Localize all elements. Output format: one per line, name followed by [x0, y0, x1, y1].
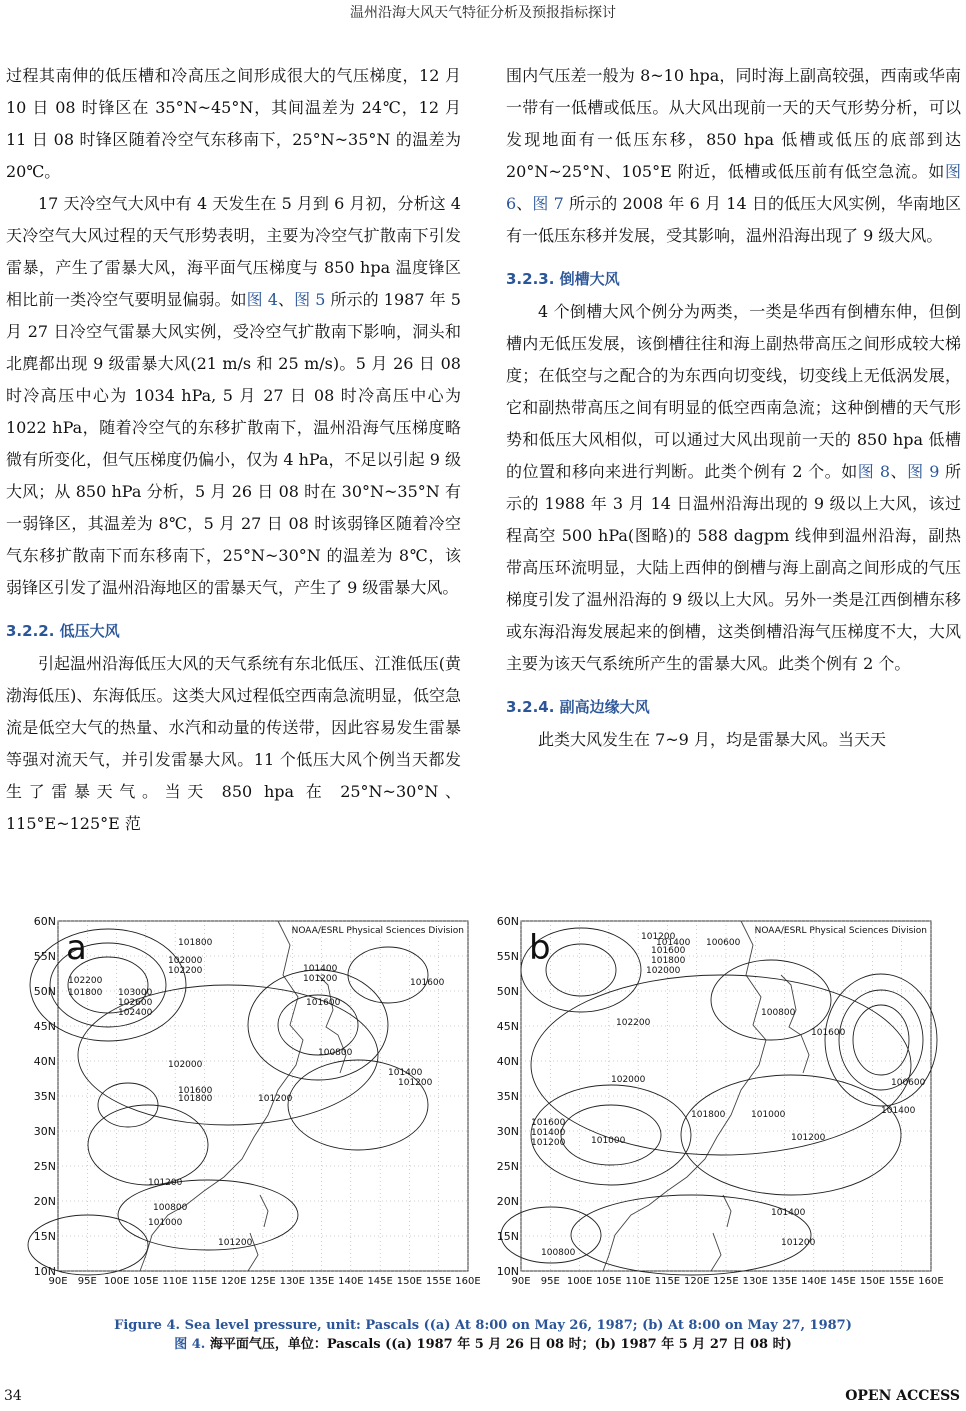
lon-tick-label: 160E [455, 1276, 481, 1287]
lon-tick-label: 90E [511, 1276, 531, 1287]
data-credit: NOAA/ESRL Physical Sciences Division [754, 926, 927, 936]
lon-tick-label: 155E [889, 1276, 915, 1287]
lat-tick-label: 60N [496, 915, 519, 928]
contour-label: 101800 [178, 1094, 213, 1104]
lon-tick-label: 155E [426, 1276, 452, 1287]
lon-tick-label: 115E [654, 1276, 681, 1287]
figure-6-link[interactable]: 图 6 [506, 162, 961, 213]
contour-label: 101600 [651, 946, 686, 956]
lon-tick-label: 140E [338, 1276, 364, 1287]
lon-tick-label: 130E [742, 1276, 768, 1287]
contour-label: 102200 [168, 966, 203, 976]
contour-label: 102000 [168, 956, 203, 966]
lat-tick-label: 20N [496, 1195, 519, 1208]
lat-tick-label: 40N [33, 1055, 56, 1068]
contour-label: 101400 [531, 1128, 566, 1138]
contour-label: 100800 [318, 1048, 353, 1058]
panel-letter: a [66, 928, 87, 968]
contour-label: 101600 [306, 998, 341, 1008]
caption-english: Figure 4. Sea level pressure, unit: Pascals ((a) At 8:00 on May 26, 1987; (b) At 8:00 on May 27, 1987) [114, 1318, 852, 1333]
lat-tick-label: 15N [496, 1230, 519, 1243]
contour-label: 100600 [891, 1078, 926, 1088]
contour-label: 101800 [68, 988, 103, 998]
paragraph: 围内气压差一般为 8~10 hpa，同时海上副高较强，西南或华南一带有一低槽或低压。从大风出现前一天的天气形势分析，可以发现地面有一低压东移，850 hpa 低槽或低压的底部到达 20°N~25°N、105°E 附近，低槽或低压前有低空急流。如图 6、图 7 所示的 2008 年 6 月 14 日的低压大风实例，华南地区有一低压东移并发展，受其影响，温州沿海出现了 9 级大风。 [506, 66, 961, 245]
lon-tick-label: 160E [918, 1276, 944, 1287]
lat-tick-label: 10N [496, 1265, 519, 1278]
lon-tick-label: 125E [250, 1276, 276, 1287]
contour-label: 101800 [178, 938, 213, 948]
lat-tick-label: 60N [33, 915, 56, 928]
running-title: 温州沿海大风天气特征分析及预报指标探讨 [350, 5, 616, 21]
paragraph: 17 天冷空气大风中有 4 天发生在 5 月到 6 月初，分析这 4 天冷空气大风过程的天气形势表明，主要为冷空气扩散南下引发雷暴，产生了雷暴大风，海平面气压梯度与 850 hpa 温度锋区相比前一类冷空气要明显偏弱。如图 4、图 5 所示的 1987 年 5 月 27 日冷空气雷暴大风实例，受冷空气扩散南下影响，洞头和北麂都出现 9 级雷暴大风(21 m/s 和 25 m/s)。5 月 26 日 08 时冷高压中心为 1034 hPa, 5 月 27 日 08 时冷高压中心为 1022 hPa，随着冷空气的东移扩散南下，温州沿海气压梯度略微有所变化，但气压梯度仍偏小，仅为 4 hPa，不足以引起 9 级大风；从 850 hPa 分析，5 月 26 日 08 时在 30°N~35°N 有一弱锋区，其温差为 8℃，5 月 27 日 08 时该弱锋区随着冷空气东移扩散南下而东移南下，25°N~30°N 的温差为 8℃，该弱锋区引发了温州沿海地区的雷暴天气，产生了 9 级雷暴大风。 [6, 194, 461, 597]
contour-label: 100800 [541, 1248, 576, 1258]
lon-tick-label: 115E [191, 1276, 218, 1287]
contour-label: 103000 [118, 988, 153, 998]
lat-tick-label: 35N [496, 1090, 519, 1103]
contour-label: 101200 [303, 974, 338, 984]
section-heading-3-2-4: 3.2.4. 副高边缘大风 [506, 698, 650, 716]
contour-label: 101200 [531, 1138, 566, 1148]
contour-label: 101400 [303, 964, 338, 974]
section-heading-3-2-3: 3.2.3. 倒槽大风 [506, 270, 620, 288]
figure-caption [0, 1316, 966, 1354]
contour-label: 101000 [751, 1110, 786, 1120]
paragraph: 此类大风发生在 7~9 月，均是雷暴大风。当天天 [538, 730, 886, 749]
lat-tick-label: 45N [33, 1020, 56, 1033]
lat-tick-label: 10N [33, 1265, 56, 1278]
caption-chinese: 图 4. 海平面气压，单位：Pascals ((a) 1987 年 5 月 26 日 08 时；(b) 1987 年 5 月 27 日 08 时) [174, 1337, 792, 1352]
lon-tick-label: 120E [684, 1276, 710, 1287]
contour-label: 101200 [258, 1094, 293, 1104]
lat-tick-label: 55N [496, 950, 519, 963]
contour-label: 101000 [591, 1136, 626, 1146]
contour-label: 101400 [771, 1208, 806, 1218]
page-number: 34 [4, 1388, 22, 1404]
figure-4 [0, 915, 966, 1307]
lat-tick-label: 25N [33, 1160, 56, 1173]
contour-label: 101200 [148, 1178, 183, 1188]
contour-label: 101000 [148, 1218, 183, 1228]
data-credit: NOAA/ESRL Physical Sciences Division [291, 926, 464, 936]
figure-8-link[interactable]: 图 8 [857, 462, 891, 481]
lon-tick-label: 95E [540, 1276, 560, 1287]
contour-label: 102200 [616, 1018, 651, 1028]
lon-tick-label: 120E [221, 1276, 247, 1287]
contour-label: 102000 [168, 1060, 203, 1070]
contour-label: 102000 [611, 1075, 646, 1085]
panel-letter: b [529, 928, 551, 968]
contour-label: 100600 [706, 938, 741, 948]
lon-tick-label: 150E [859, 1276, 886, 1287]
lon-tick-label: 90E [48, 1276, 68, 1287]
lat-tick-label: 30N [496, 1125, 519, 1138]
contour-label: 101600 [410, 978, 445, 988]
lon-tick-label: 145E [367, 1276, 393, 1287]
contour-label: 102000 [646, 966, 681, 976]
contour-label: 102400 [118, 1008, 153, 1018]
lon-tick-label: 135E [308, 1276, 335, 1287]
lon-tick-label: 100E [566, 1276, 593, 1287]
lon-tick-label: 110E [625, 1276, 651, 1287]
contour-label: 102600 [118, 998, 153, 1008]
contour-label: 101400 [881, 1106, 916, 1116]
lon-tick-label: 130E [279, 1276, 305, 1287]
lat-tick-label: 35N [33, 1090, 56, 1103]
pressure-map-b [491, 915, 944, 1307]
open-access-label: OPEN ACCESS [845, 1388, 960, 1404]
lat-tick-label: 30N [33, 1125, 56, 1138]
figure-4-link[interactable]: 图 4 [246, 290, 278, 309]
paragraph: 4 个倒槽大风个例分为两类，一类是华西有倒槽东伸，但倒槽内无低压发展，该倒槽往往和海上副热带高压之间形成较大梯度；在低空与之配合的为东西向切变线，切变线上无低涡发展，它和副热带高压之间有明显的低空西南急流；这种倒槽的天气形势和低压大风相似，可以通过大风出现前一天的 850 hpa 低槽的位置和移向来进行判断。此类个例有 2 个。如图 8、图 9 所示的 1988 年 3 月 14 日温州沿海出现的 9 级以上大风，该过程高空 500 hPa(图略)的 588 dagpm 线伸到温州沿海，副热带高压环流明显，大陆上西伸的倒槽与海上副高之间形成的气压梯度引发了温州沿海的 9 级以上大风。另外一类是江西倒槽东移或东海沿海发展起来的倒槽，这类倒槽沿海气压梯度不大，大风主要为该天气系统所产生的雷暴大风。此类个例有 2 个。 [506, 302, 961, 673]
lat-tick-label: 15N [33, 1230, 56, 1243]
contour-label: 101200 [781, 1238, 816, 1248]
contour-label: 102200 [68, 976, 103, 986]
right-column [506, 60, 961, 756]
lon-tick-label: 100E [103, 1276, 130, 1287]
figure-5-link[interactable]: 图 5 [294, 290, 326, 309]
lat-tick-label: 40N [496, 1055, 519, 1068]
contour-label: 101200 [218, 1238, 253, 1248]
lat-tick-label: 50N [496, 985, 519, 998]
lon-tick-label: 125E [713, 1276, 739, 1287]
contour-label: 101200 [398, 1078, 433, 1088]
contour-label: 101600 [531, 1118, 566, 1128]
contour-label: 101800 [651, 956, 686, 966]
lon-tick-label: 110E [162, 1276, 188, 1287]
lon-tick-label: 95E [77, 1276, 97, 1287]
lat-tick-label: 50N [33, 985, 56, 998]
pressure-map-a [28, 915, 481, 1307]
lon-tick-label: 105E [596, 1276, 622, 1287]
lat-tick-label: 45N [496, 1020, 519, 1033]
contour-label: 101200 [641, 932, 676, 942]
paragraph: 引起温州沿海低压大风的天气系统有东北低压、江淮低压(黄渤海低压)、东海低压。这类大风过程低空西南急流明显，低空急流是低空大气的热量、水汽和动量的传送带，因此容易发生雷暴等强对流天气，并引发雷暴大风。11 个低压大风个例当天都发生了雷暴天气。当天 850 hpa 在 25°N~30°N、115°E~125°E 范 [6, 654, 461, 833]
figure-7-link[interactable]: 图 7 [532, 194, 564, 213]
lon-tick-label: 135E [771, 1276, 798, 1287]
lon-tick-label: 105E [133, 1276, 159, 1287]
contour-label: 101200 [791, 1133, 826, 1143]
paragraph: 过程其南伸的低压槽和冷高压之间形成很大的气压梯度，12 月 10 日 08 时锋区在 35°N~45°N，其间温差为 24℃，12 月 11 日 08 时锋区随着冷空气东移南下，25°N~35°N 的温差为 20℃。 [6, 66, 461, 181]
contour-label: 101800 [691, 1110, 726, 1120]
contour-label: 101600 [811, 1028, 846, 1038]
lon-tick-label: 140E [801, 1276, 827, 1287]
contour-label: 100800 [153, 1203, 188, 1213]
lat-tick-label: 20N [33, 1195, 56, 1208]
lat-tick-label: 55N [33, 950, 56, 963]
lon-tick-label: 145E [830, 1276, 856, 1287]
lon-tick-label: 150E [396, 1276, 423, 1287]
lat-tick-label: 25N [496, 1160, 519, 1173]
contour-label: 100800 [761, 1008, 796, 1018]
figure-9-link[interactable]: 图 9 [907, 462, 940, 481]
contour-label: 101400 [388, 1068, 423, 1078]
left-column [6, 60, 461, 840]
contour-label: 101400 [656, 938, 691, 948]
section-heading-3-2-2: 3.2.2. 低压大风 [6, 622, 120, 640]
contour-label: 101600 [178, 1086, 213, 1096]
